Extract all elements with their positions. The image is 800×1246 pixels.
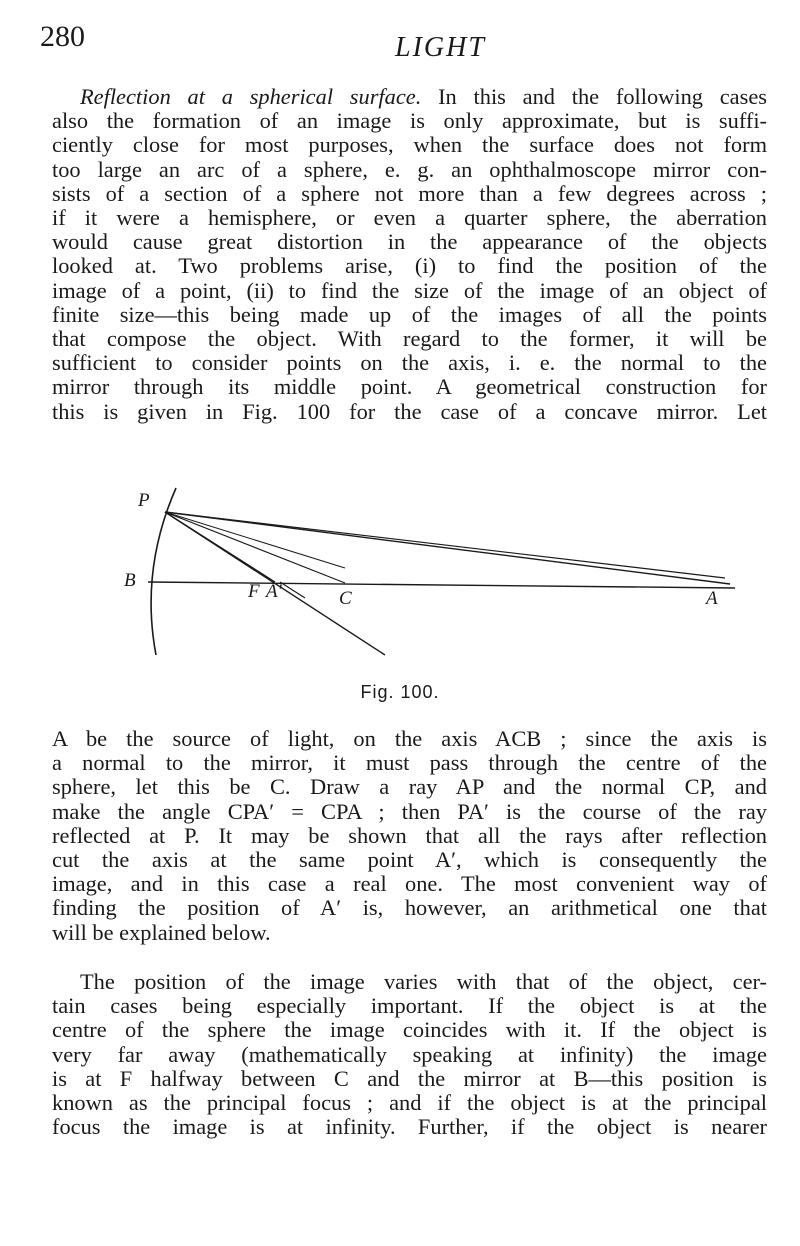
text-line: will be explained below. — [52, 919, 271, 945]
text-line: sists of a section of a sphere not more than a few degrees across ; — [52, 180, 767, 206]
paragraph-2 — [52, 727, 767, 945]
text-line: image, and in this case a real one. The most convenient way of — [52, 871, 767, 897]
text-line: cut the axis at the same point A′, which is consequently the — [52, 847, 767, 873]
label-b: B — [124, 570, 136, 591]
text-line: A be the source of light, on the axis ACB ; since the axis is — [52, 726, 767, 751]
paragraph-1 — [52, 85, 767, 424]
paragraph-3 — [52, 970, 767, 1139]
text-line: reflected at P. It may be shown that all the rays after reflection — [52, 822, 767, 848]
text-line: mirror through its middle point. A geometrical construction for — [52, 374, 767, 400]
figure-100-diagram — [120, 480, 760, 680]
text-line: Reflection at a spherical surface. In this and the following cases — [80, 84, 767, 109]
figure-caption: Fig. 100. — [360, 682, 440, 702]
text-line: focus the image is at infinity. Further, if the object is nearer — [52, 1114, 767, 1140]
text-line: centre of the sphere the image coincides with it. If the object is — [52, 1017, 767, 1043]
text-line: known as the principal focus ; and if the object is at the principal — [52, 1090, 767, 1116]
text-line: looked at. Two problems arise, (i) to find the position of the — [52, 253, 767, 279]
running-head: LIGHT — [395, 32, 486, 63]
text-line: this is given in Fig. 100 for the case of a concave mirror. Let — [52, 398, 767, 424]
text-line: sufficient to consider points on the axis, i. e. the normal to the — [52, 350, 767, 376]
label-a: A — [706, 588, 718, 609]
text-line: a normal to the mirror, it must pass through the centre of the — [52, 750, 767, 776]
text-line: that compose the object. With regard to the former, it will be — [52, 326, 767, 352]
text-line: too large an arc of a sphere, e. g. an ophthalmoscope mirror con- — [52, 156, 767, 182]
label-c: C — [339, 588, 352, 609]
page-number: 280 — [40, 20, 85, 53]
text-line: The position of the image varies with that of the object, cer- — [80, 969, 767, 994]
label-f: F — [248, 581, 260, 602]
text-line: if it were a hemisphere, or even a quarter sphere, the aberration — [52, 205, 767, 231]
ray-to-c-upper — [165, 512, 345, 568]
text-line: tain cases being especially important. If the object is at the — [52, 993, 767, 1019]
incident-ray — [165, 512, 730, 584]
text-line: image of a point, (ii) to find the size of the image of an object of — [52, 277, 767, 303]
text-line: would cause great distortion in the appearance of the objects — [52, 229, 767, 255]
italic-lead: Reflection at a spherical surface. — [80, 84, 422, 109]
text-line: sphere, let this be C. Draw a ray AP and the normal CP, and — [52, 774, 767, 800]
text-line: make the angle CPA′ = CPA ; then PA′ is the course of the ray — [52, 798, 767, 824]
axis-line — [148, 582, 735, 588]
text-line: finite size—this being made up of the images of all the points — [52, 301, 767, 327]
mirror-diagram — [120, 480, 760, 680]
text-line: ciently close for most purposes, when the surface does not form — [52, 132, 767, 158]
label-a-prime: A′ — [266, 581, 282, 602]
text-line: very far away (mathematically speaking at infinity) the image — [52, 1041, 767, 1067]
text-line: finding the position of A′ is, however, an arithmetical one that — [52, 895, 767, 921]
text-line: is at F halfway between C and the mirror at B—this position is — [52, 1065, 767, 1091]
label-p: P — [138, 490, 150, 511]
text-line: also the formation of an image is only approximate, but is suffi- — [52, 108, 767, 134]
